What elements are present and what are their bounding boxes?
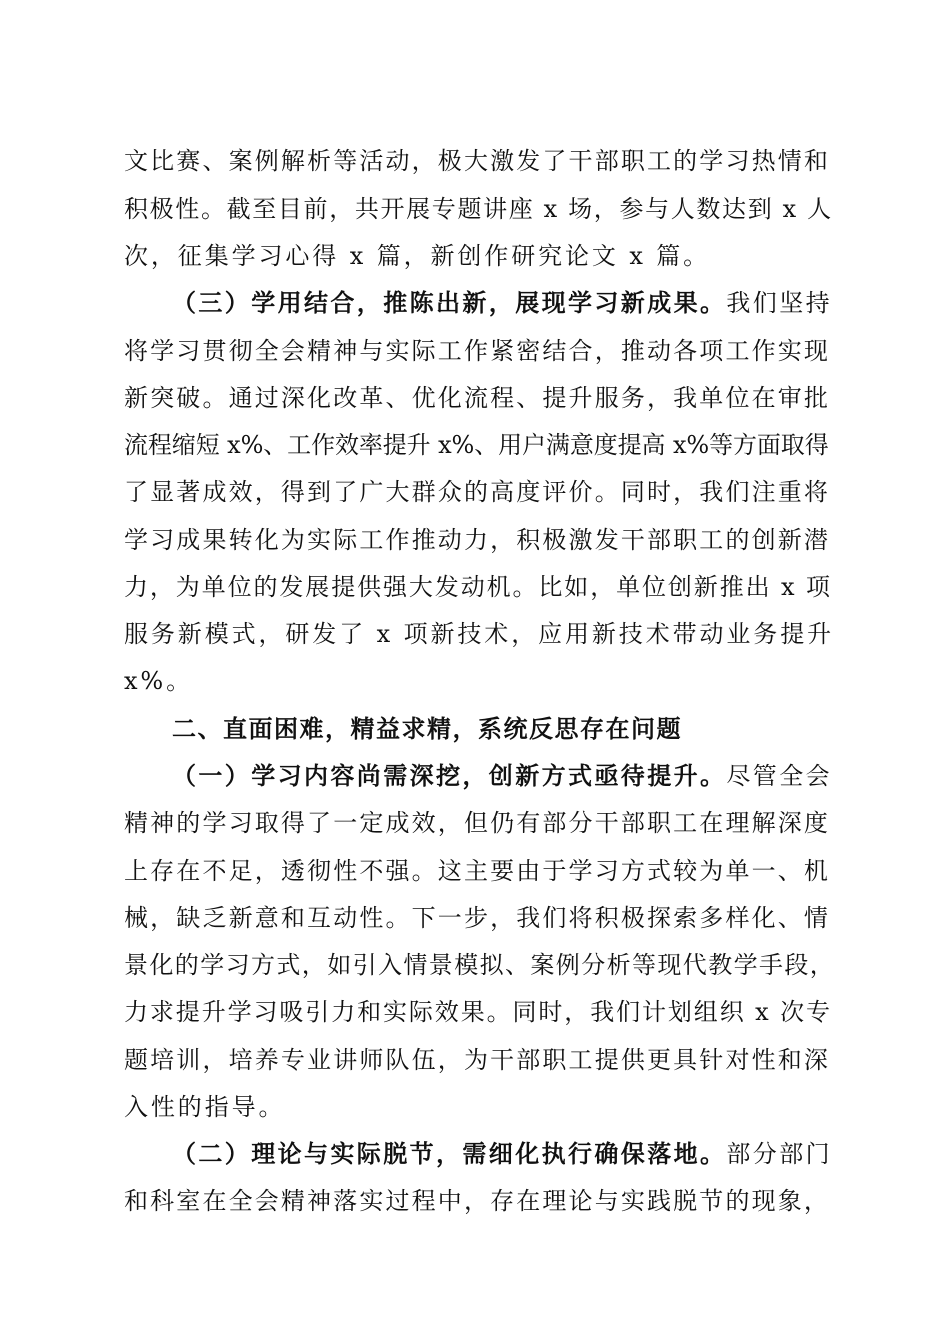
text-span: 我们坚持 [726, 289, 833, 317]
subsection-title: （三）学用结合，推陈出新，展现学习新成果。 [172, 288, 727, 317]
section-heading: 二、直面困难，精益求精，系统反思存在问题 [172, 715, 682, 743]
paragraph-first-line [172, 1139, 834, 1169]
text-line: 将学习贯彻全会精神与实际工作紧密结合，推动各项工作实现 [124, 337, 831, 365]
text-line: 力，为单位的发展提供强大发动机。比如，单位创新推出 x 项 [124, 573, 832, 601]
text-line: 入性的指导。 [124, 1093, 286, 1121]
text-span: 部分部门 [726, 1140, 833, 1168]
text-line: 题培训，培养专业讲师队伍，为干部职工提供更具针对性和深 [124, 1046, 831, 1074]
text-line: 新突破。通过深化改革、优化流程、提升服务，我单位在审批 [124, 384, 831, 412]
text-line: 文比赛、案例解析等活动，极大激发了干部职工的学习热情和 [124, 147, 831, 175]
paragraph-first-line [172, 761, 834, 791]
text-line: 流程缩短 x%、工作效率提升 x%、用户满意度提高 x%等方面取得 [124, 431, 829, 459]
subsection-title: （二）理论与实际脱节，需细化执行确保落地。 [172, 1139, 727, 1168]
subsection-title: （一）学习内容尚需深挖，创新方式亟待提升。 [172, 761, 727, 790]
text-line: 次，征集学习心得 x 篇，新创作研究论文 x 篇。 [124, 242, 711, 270]
text-line: 积极性。截至目前，共开展专题讲座 x 场，参与人数达到 x 人 [124, 195, 833, 223]
text-line: 和科室在全会精神落实过程中，存在理论与实践脱节的现象， [124, 1187, 831, 1215]
text-line: 了显著成效，得到了广大群众的高度评价。同时，我们注重将 [124, 478, 831, 506]
text-line: 学习成果转化为实际工作推动力，积极激发干部职工的创新潜 [124, 526, 831, 554]
text-line: 械，缺乏新意和互动性。下一步，我们将积极探索多样化、情 [124, 904, 831, 932]
text-line: 精神的学习取得了一定成效，但仍有部分干部职工在理解深度 [124, 809, 831, 837]
text-line: 力求提升学习吸引力和实际效果。同时，我们计划组织 x 次专 [124, 998, 832, 1026]
text-line: x%。 [124, 667, 194, 695]
text-line: 景化的学习方式，如引入情景模拟、案例分析等现代教学手段， [124, 951, 836, 979]
paragraph-first-line [172, 288, 834, 318]
text-line: 上存在不足，透彻性不强。这主要由于学习方式较为单一、机 [124, 857, 831, 885]
text-span: 尽管全会 [726, 762, 833, 790]
text-line: 服务新模式，研发了 x 项新技术，应用新技术带动业务提升 [124, 620, 834, 648]
